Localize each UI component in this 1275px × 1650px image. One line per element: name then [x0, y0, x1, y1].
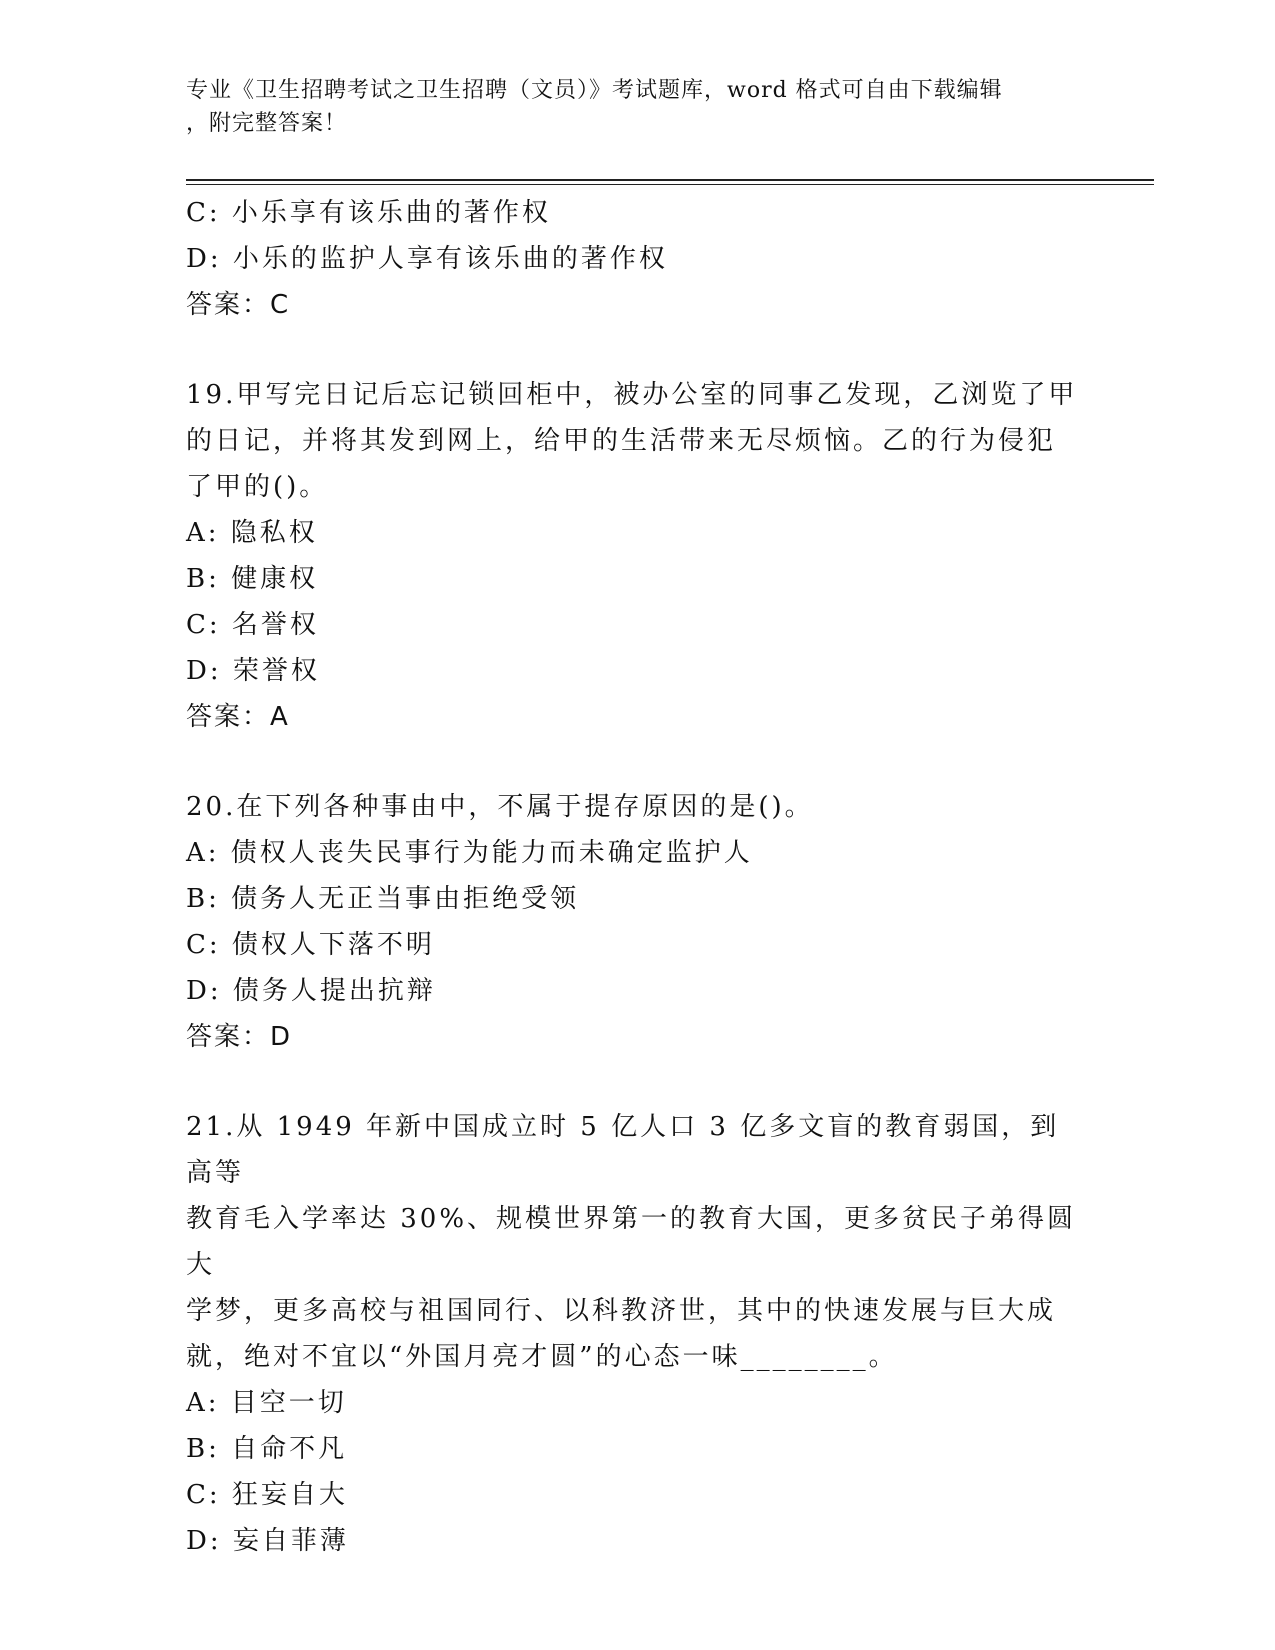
- option-b: B: 债务人无正当事由拒绝受领: [186, 884, 580, 914]
- option-d: D: 债务人提出抗辩: [186, 976, 436, 1006]
- question-stem-line: 了甲的()。: [186, 472, 329, 502]
- answer-label: 答案：C: [186, 290, 291, 320]
- option-c: C: 狂妄自大: [186, 1480, 348, 1510]
- option-d: D: 妄自菲薄: [186, 1526, 349, 1556]
- option-a: A: 隐私权: [186, 518, 318, 548]
- question-stem-line: 21.从 1949 年新中国成立时 5 亿人口 3 亿多文盲的教育弱国，到高等: [186, 1112, 1060, 1188]
- option-b: B: 自命不凡: [186, 1434, 348, 1464]
- option-b: B: 健康权: [186, 564, 319, 594]
- question-19: [186, 372, 1086, 740]
- header-line-2: ，附完整答案！: [186, 111, 348, 136]
- answer-label: 答案：A: [186, 702, 290, 732]
- option-a: A: 债权人丧失民事行为能力而未确定监护人: [186, 838, 753, 868]
- header-divider-thick: [186, 179, 1154, 181]
- question-20: [186, 784, 1086, 1060]
- option-c: C: 小乐享有该乐曲的著作权: [186, 198, 551, 228]
- answer-label: 答案：D: [186, 1022, 293, 1052]
- question-list: [186, 190, 1086, 1564]
- question-stem-line: 20.在下列各种事由中，不属于提存原因的是()。: [186, 792, 814, 822]
- question-stem-line: 就，绝对不宜以“外国月亮才圆”的心态一味________。: [186, 1342, 898, 1372]
- option-c: C: 名誉权: [186, 610, 319, 640]
- option-c: C: 债权人下落不明: [186, 930, 435, 960]
- question-18: [186, 190, 1086, 328]
- question-stem-line: 学梦，更多高校与祖国同行、以科教济世，其中的快速发展与巨大成: [186, 1296, 1057, 1326]
- question-stem-line: 19.甲写完日记后忘记锁回柜中，被办公室的同事乙发现，乙浏览了甲: [186, 380, 1078, 410]
- option-d: D: 荣誉权: [186, 656, 320, 686]
- question-stem-line: 教育毛入学率达 30%、规模世界第一的教育大国，更多贫民子弟得圆大: [186, 1204, 1077, 1280]
- document-header: [186, 74, 1066, 140]
- header-divider-thin: [186, 184, 1154, 185]
- header-line-1: 专业《卫生招聘考试之卫生招聘（文员）》考试题库，word 格式可自由下载编辑: [186, 78, 1003, 103]
- option-a: A: 目空一切: [186, 1388, 347, 1418]
- question-21: [186, 1104, 1086, 1564]
- question-stem-line: 的日记，并将其发到网上，给甲的生活带来无尽烦恼。乙的行为侵犯: [186, 426, 1057, 456]
- option-d: D: 小乐的监护人享有该乐曲的著作权: [186, 244, 668, 274]
